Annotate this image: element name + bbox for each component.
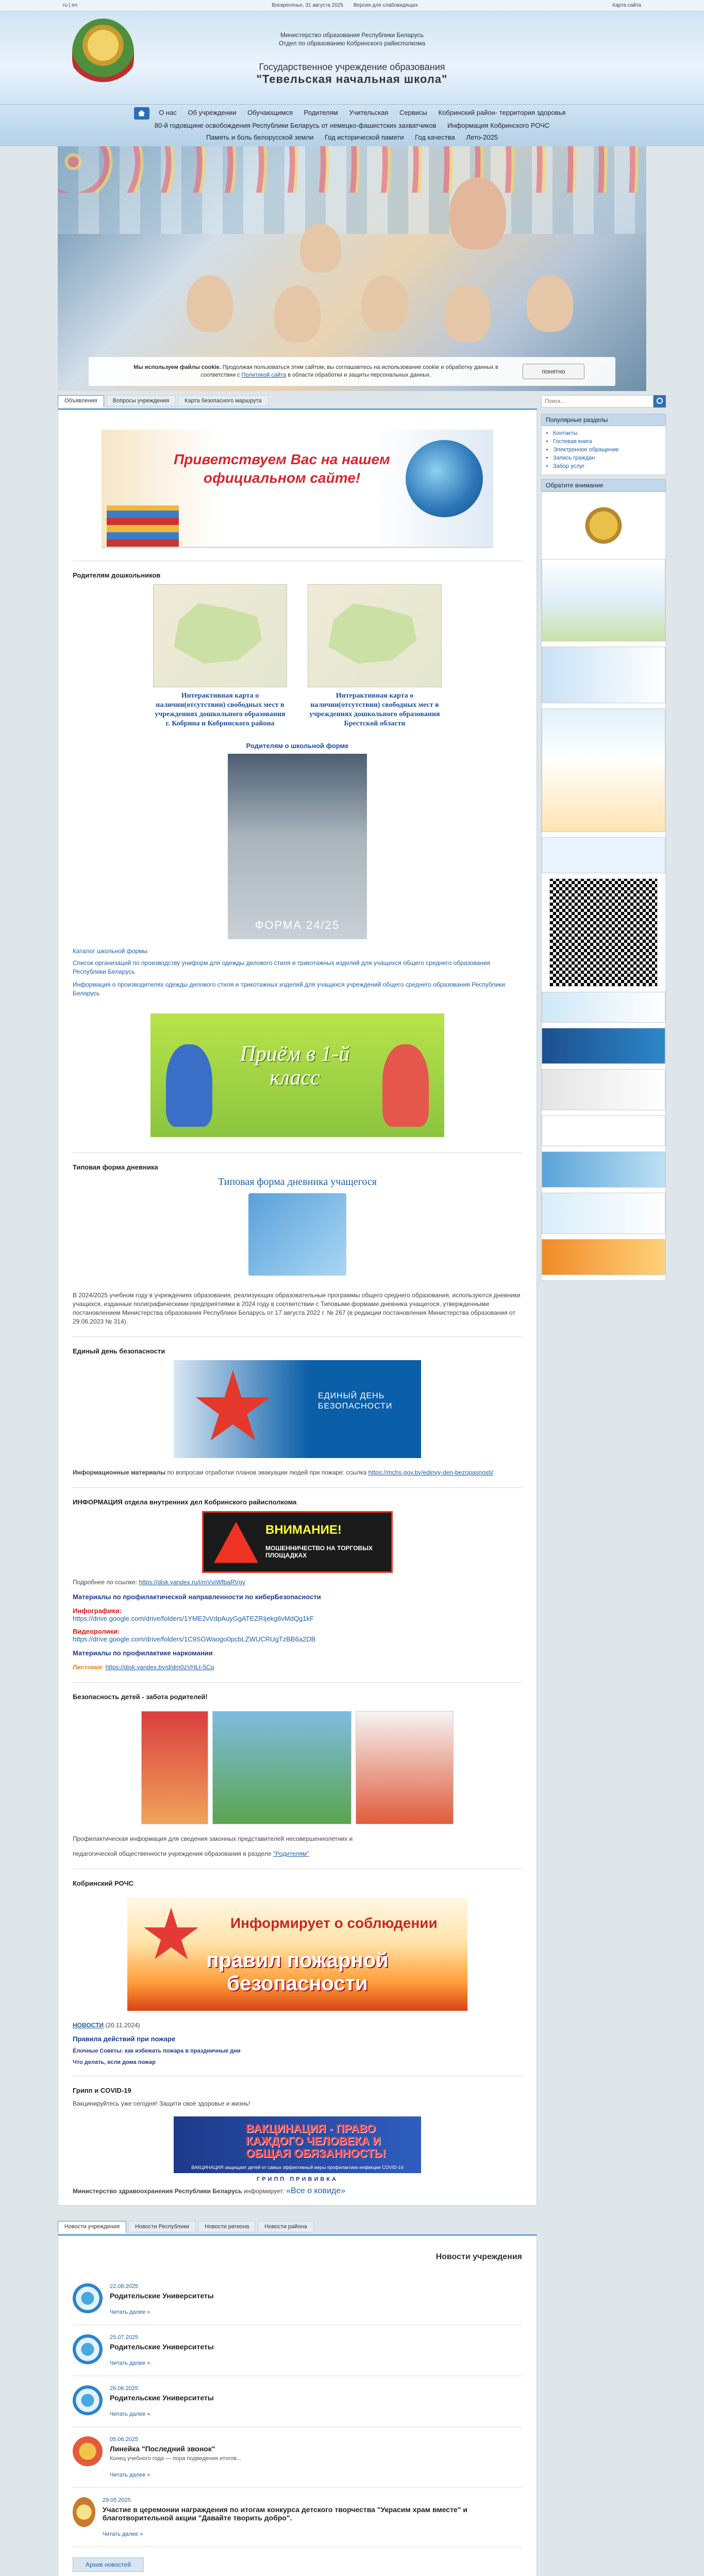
- emblem-banner[interactable]: [575, 497, 632, 554]
- current-date: Воскресенье, 31 августа 2025: [272, 3, 343, 8]
- nav-item[interactable]: Сервисы: [399, 109, 427, 116]
- safety-poster[interactable]: [141, 1711, 208, 1824]
- welcome-text: Приветствуем Вас на нашем официальном сайте!: [174, 451, 390, 486]
- child-photo: [187, 275, 233, 332]
- child-safety-images: [73, 1711, 522, 1824]
- sitemap-link[interactable]: Карта сайта: [612, 3, 641, 8]
- videos-link[interactable]: https://drive.google.com/drive/folders/1C9SGWaogo0pcbLZWUCRUgTzBB6a2DB: [73, 1635, 316, 1643]
- sidebar-item-services[interactable]: • Забор услуг: [553, 462, 661, 470]
- uniform-photo-caption: ФОРМА 24/25: [255, 918, 340, 931]
- nav-item[interactable]: Обучающимся: [247, 109, 293, 116]
- rochs-news-date: (20.11.2024): [105, 2021, 140, 2029]
- welcome-banner: [102, 430, 493, 548]
- leaflets-label: Листовки:: [73, 1663, 104, 1671]
- health-ministry: Министерство здравоохранения Республики Беларусь: [73, 2187, 242, 2195]
- first-grade-admission-banner[interactable]: [150, 1013, 444, 1137]
- news-title[interactable]: Родительские Университеты: [110, 2342, 214, 2351]
- child-safety-text2: педагогической общественности учреждения образования в разделе: [73, 1850, 272, 1857]
- child-photo: [444, 285, 491, 342]
- news-item: [73, 2488, 522, 2547]
- read-more-link[interactable]: Читать далее »: [110, 2411, 150, 2417]
- tab-institution-questions[interactable]: Вопросы учреждения: [106, 395, 176, 406]
- videos-label: Видеоролики:: [73, 1627, 120, 1635]
- vaccination-tags: ГРИПП ПРИВИВКА: [257, 2176, 338, 2182]
- language-switch[interactable]: ru | en: [63, 3, 78, 8]
- flower-decoration: [58, 146, 646, 193]
- news-title[interactable]: Линейка "Последний звонок": [110, 2444, 215, 2453]
- award-ceremony-icon[interactable]: [73, 2497, 95, 2527]
- diary-subtitle[interactable]: Типовая форма дневника учащегося: [218, 1176, 377, 1188]
- uniform-info-link[interactable]: Информация о производителях одежды делового стиля и трикотажных изделий для учащихся учреждений общего среднего образования Республики Беларусь: [73, 980, 505, 997]
- main-content: [58, 395, 537, 2576]
- nav-item[interactable]: Родителям: [304, 109, 338, 116]
- project-banner[interactable]: [542, 1069, 665, 1110]
- covid-title: Грипп и COVID-19: [73, 2086, 131, 2094]
- content-tabs: [58, 395, 537, 410]
- admission-text: Приём в 1-й класс: [240, 1042, 350, 1090]
- brest-map-image[interactable]: [308, 584, 442, 687]
- main-nav: [0, 104, 704, 146]
- news-title[interactable]: Родительские Университеты: [110, 2393, 214, 2402]
- fire-safety-banner[interactable]: [127, 1897, 467, 2011]
- nav-item[interactable]: Кобринский район- территория здоровья: [438, 109, 566, 116]
- youth-banner[interactable]: [542, 1151, 665, 1188]
- warning-icon: [214, 1522, 258, 1563]
- girl-illustration: [382, 1044, 429, 1127]
- site-search: [541, 395, 666, 408]
- child-safety-text1: Профилактическая информация для сведения законных представителей несовершеннолетних и: [73, 1835, 353, 1842]
- news-tabs: [58, 2221, 537, 2235]
- safety-link[interactable]: https://mchs.gov.by/edinyy-den-bezopasnosti/: [368, 1468, 494, 1476]
- child-photo: [527, 275, 573, 332]
- news-item: [73, 2376, 522, 2427]
- diary-text: В 2024/2025 учебном году в учреждениях образования, реализующих образовательные программы общего среднего образования, используются дневники учащихся, изданные полиграфическими предприятиями в 2024 году в соответствии с Типовыми формами дневника учащегося, утвержденными постановлением Министерства образования Республики Беларусь от 17 августа 2022 г. № 267 (в редакции постановления Министерства образования от 29.06.2023 № 314).: [73, 1291, 521, 1325]
- help-robot-banner[interactable]: [542, 708, 665, 832]
- sidebar-banners: [541, 492, 666, 1281]
- uniform-catalog-link[interactable]: Каталог школьной формы: [73, 947, 148, 955]
- fire-banner-line2: правил пожарной безопасности: [206, 1948, 389, 1995]
- kobrin-map-image[interactable]: [153, 584, 287, 687]
- nav-item[interactable]: Год качества: [415, 133, 455, 141]
- portal-banner[interactable]: [542, 1115, 665, 1146]
- covid-info-link[interactable]: «Все о ковиде»: [286, 2186, 346, 2195]
- school-name: "Тевельская начальная школа": [256, 73, 448, 86]
- police-link-label: Подробнее по ссылке:: [73, 1578, 138, 1586]
- safety-poster[interactable]: [356, 1711, 454, 1824]
- news-panel: [58, 2235, 537, 2576]
- news-date: 25.07.2025: [110, 2334, 139, 2341]
- department-name: Отдел по образованию Кобринского райисполкома: [278, 40, 426, 47]
- news-date: 29.05.2025: [102, 2497, 131, 2503]
- read-more-link[interactable]: Читать далее »: [110, 2309, 150, 2315]
- news-date: 26.06.2025: [110, 2385, 139, 2392]
- child-photo: [274, 285, 321, 342]
- sidebar-item-guestbook[interactable]: • Гостевая книга: [553, 437, 661, 446]
- fire-actions-link[interactable]: Правила действий при пожаре: [73, 2035, 176, 2043]
- nav-item[interactable]: Лето-2025: [466, 133, 498, 141]
- warning-title: ВНИМАНИЕ!: [265, 1522, 342, 1537]
- news-archive-button[interactable]: Архив новостей: [73, 2557, 144, 2572]
- popular-sections-list: [541, 426, 666, 475]
- parents-title: Родителям дошкольников: [73, 571, 161, 579]
- read-more-link[interactable]: Читать далее »: [110, 2471, 150, 2478]
- cookie-accept-button[interactable]: понятно: [523, 364, 584, 379]
- diary-image[interactable]: [248, 1193, 346, 1276]
- cookie-notice: [89, 357, 615, 386]
- pomogut-banner[interactable]: [542, 1028, 665, 1064]
- fire-banner-line1: Информирует о соблюдении: [230, 1914, 438, 1931]
- police-link[interactable]: https://disk.yandex.ru/i/mVvjWfbaRVgy: [139, 1578, 245, 1586]
- nav-item[interactable]: Год исторической памяти: [324, 133, 404, 141]
- tab-region-news[interactable]: Новости региона: [198, 2221, 256, 2232]
- nav-item[interactable]: Об учреждении: [188, 109, 237, 116]
- sidebar-item-contacts[interactable]: • Контакты: [553, 429, 661, 437]
- vaccination-banner-sub: ВАКЦИНАЦИЯ защищает детей от самых эффективный меры профилактики инфекции COVID-19: [191, 2164, 404, 2170]
- safety-materials-label: Информационные материалы: [73, 1468, 166, 1476]
- infographics-label: Инфографики:: [73, 1606, 122, 1615]
- cookie-text: Продолжая пользоваться этим сайтом, вы соглашаетесь на использование cookie и обработку данных в соответствии с: [200, 364, 498, 378]
- nav-item[interactable]: Учительская: [349, 109, 389, 116]
- child-safety-title: Безопасность детей - забота родителей!: [73, 1692, 208, 1701]
- popular-sections-title: Популярные разделы: [541, 414, 666, 426]
- ministry-name: Министерство образования Республики Беларусь: [280, 31, 424, 39]
- brest-map-caption[interactable]: Интерактивная карта о наличии(отсутствии) свободных мест в учреждениях дошкольного образования Брестской области: [309, 691, 440, 727]
- vaccination-banner-text: ВАКЦИНАЦИЯ - ПРАВО КАЖДОГО ЧЕЛОВЕКА И ОБЩАЯ ОБЯЗАННОСТЬ!: [246, 2122, 386, 2160]
- parents-university-icon[interactable]: [73, 2334, 103, 2364]
- warning-subtitle: МОШЕННИЧЕСТВО НА ТОРГОВЫХ ПЛОЩАДКАХ: [265, 1544, 373, 1559]
- child-photo: [300, 224, 341, 273]
- safety-day-title: Единый день безопасности: [73, 1347, 165, 1355]
- tab-school-news[interactable]: Новости учреждения: [58, 2221, 126, 2233]
- kobrin-map-card[interactable]: [153, 584, 287, 728]
- read-more-link[interactable]: Читать далее »: [102, 2531, 143, 2537]
- sidebar-item-e-appeal[interactable]: • Электронное обращение: [553, 446, 661, 454]
- dalonki-banner[interactable]: [542, 1239, 665, 1275]
- uniform-photo[interactable]: [228, 754, 367, 939]
- last-bell-icon[interactable]: [73, 2436, 103, 2466]
- ministry-banner[interactable]: [542, 837, 665, 873]
- covid-subtitle: Вакцинируйтесь уже сегодня! Защити своё здоровье и жизнь!: [73, 2099, 250, 2107]
- qr-code[interactable]: [549, 878, 658, 987]
- hero-photo: [58, 146, 646, 391]
- cookie-tail: в области обработки и защиты персональных данных.: [288, 371, 431, 378]
- holiday-tips-link[interactable]: Ёлочные Советы: как избежать пожара в праздничные дни: [73, 2047, 241, 2054]
- home-fire-link[interactable]: Что делать, если дома пожар: [73, 2059, 156, 2065]
- attention-title: Обратите внимание: [541, 479, 666, 492]
- info-banner[interactable]: [542, 992, 665, 1023]
- nav-item[interactable]: О нас: [159, 109, 177, 116]
- tab-safe-route-map[interactable]: Карта безопасного маршрута: [178, 395, 268, 406]
- safety-day-banner[interactable]: [174, 1360, 421, 1458]
- child-photo: [362, 275, 408, 332]
- health-ministry-informs: информирует:: [243, 2187, 284, 2195]
- year-2025-banner[interactable]: [542, 559, 665, 641]
- tab-republic-news[interactable]: Новости Республики: [128, 2221, 196, 2232]
- parents-university-icon[interactable]: [73, 2283, 103, 2313]
- rochs-news-link[interactable]: НОВОСТИ: [73, 2021, 104, 2029]
- news-item: [73, 2325, 522, 2376]
- sidebar: [541, 395, 666, 2576]
- brest-map-card[interactable]: [308, 584, 442, 728]
- tab-announcements[interactable]: Объявления: [58, 395, 104, 408]
- news-date: 05.06.2025: [110, 2436, 139, 2443]
- kobrin-map-caption[interactable]: Интерактивная карта о наличии(отсутствии) свободных мест в учреждениях дошкольного образования г. Кобрина и Кобринского района: [155, 691, 286, 727]
- mchs-star-icon: [194, 1370, 272, 1448]
- books-image: [107, 505, 179, 547]
- safety-banner[interactable]: [542, 1193, 665, 1234]
- diary-title: Типовая форма дневника: [73, 1163, 158, 1171]
- uniform-list-link[interactable]: Список организаций по производству униформ для одежды делового стиля и трикотажных изделий для учащихся общего среднего образования Республики Беларусь: [73, 959, 491, 975]
- news-title[interactable]: Родительские Университеты: [110, 2291, 214, 2300]
- fraud-warning-banner[interactable]: [202, 1511, 393, 1573]
- teacher-photo: [449, 177, 506, 249]
- parents-university-icon[interactable]: [73, 2385, 103, 2415]
- news-item: [73, 2427, 522, 2488]
- institution-type: Государственное учреждение образования: [259, 62, 445, 72]
- news-item: [73, 2274, 522, 2325]
- news-heading: Новости учреждения: [435, 2252, 522, 2261]
- nav-item[interactable]: 80-й годовщине освобождения Республики Беларусь от немецко-фашистских захватчиков: [154, 121, 437, 129]
- news-date: 22.08.2025: [110, 2283, 139, 2290]
- site-header: [0, 11, 704, 104]
- tab-district-news[interactable]: Новости района: [258, 2221, 313, 2232]
- vaccination-banner[interactable]: [174, 2116, 421, 2173]
- news-title[interactable]: Участие в церемонии награждения по итогам конкурса детского творчества "Украсим храм вместе" и благотворительной акции "Давайте творить добро".: [102, 2505, 467, 2522]
- announcements-panel: [58, 410, 537, 2206]
- parents-section-link[interactable]: "Родителям": [273, 1850, 309, 1857]
- sidebar-item-citizen-appointment[interactable]: • Запись граждан: [553, 454, 661, 462]
- safety-materials-text: по вопросам отработки планов эвакуации людей при пожаре: ссылка: [165, 1468, 367, 1476]
- boy-illustration: [166, 1044, 212, 1127]
- nav-item[interactable]: Информация Кобринского РОЧС: [447, 121, 550, 129]
- police-title: ИНФОРМАЦИЯ отдела внутренних дел Кобринского райисполкома: [73, 1498, 297, 1506]
- rochs-title: Кобринский РОЧС: [73, 1879, 134, 1887]
- sports-banner[interactable]: [542, 647, 665, 703]
- cookie-lead: Мы используем файлы cookie.: [133, 364, 221, 370]
- uniform-title[interactable]: Родителям о школьной форме: [246, 741, 349, 750]
- low-vision-link[interactable]: Версия для слабовидящих: [353, 3, 418, 8]
- infographics-link[interactable]: https://drive.google.com/drive/folders/1YME2vVdpAuyGgATEZRIjekg6vMdQg1kF: [73, 1614, 314, 1622]
- nav-item[interactable]: Память и боль белорусской земли: [206, 133, 314, 141]
- safety-poster[interactable]: [212, 1711, 351, 1824]
- cyber-title: Материалы по профилактической направленности по киберБезопасности: [73, 1592, 321, 1601]
- top-bar: [0, 0, 704, 11]
- search-input[interactable]: [541, 395, 653, 408]
- home-icon[interactable]: [134, 107, 149, 120]
- read-more-link[interactable]: Читать далее »: [110, 2360, 150, 2366]
- safety-day-banner-text: ЕДИНЫЙ ДЕНЬ БЕЗОПАСНОСТИ: [318, 1391, 393, 1411]
- news-text: Конец учебного года — пора подведения итогов...: [110, 2455, 242, 2462]
- search-icon[interactable]: [653, 395, 666, 408]
- leaflets-link[interactable]: https://disk.yandex.by/d/dm0zVHLt-5Cq: [105, 1663, 214, 1671]
- globe-image: [406, 440, 483, 517]
- cookie-policy-link[interactable]: Политикой сайта: [241, 371, 287, 378]
- drugs-title: Материалы по профилактике наркомании: [73, 1649, 213, 1657]
